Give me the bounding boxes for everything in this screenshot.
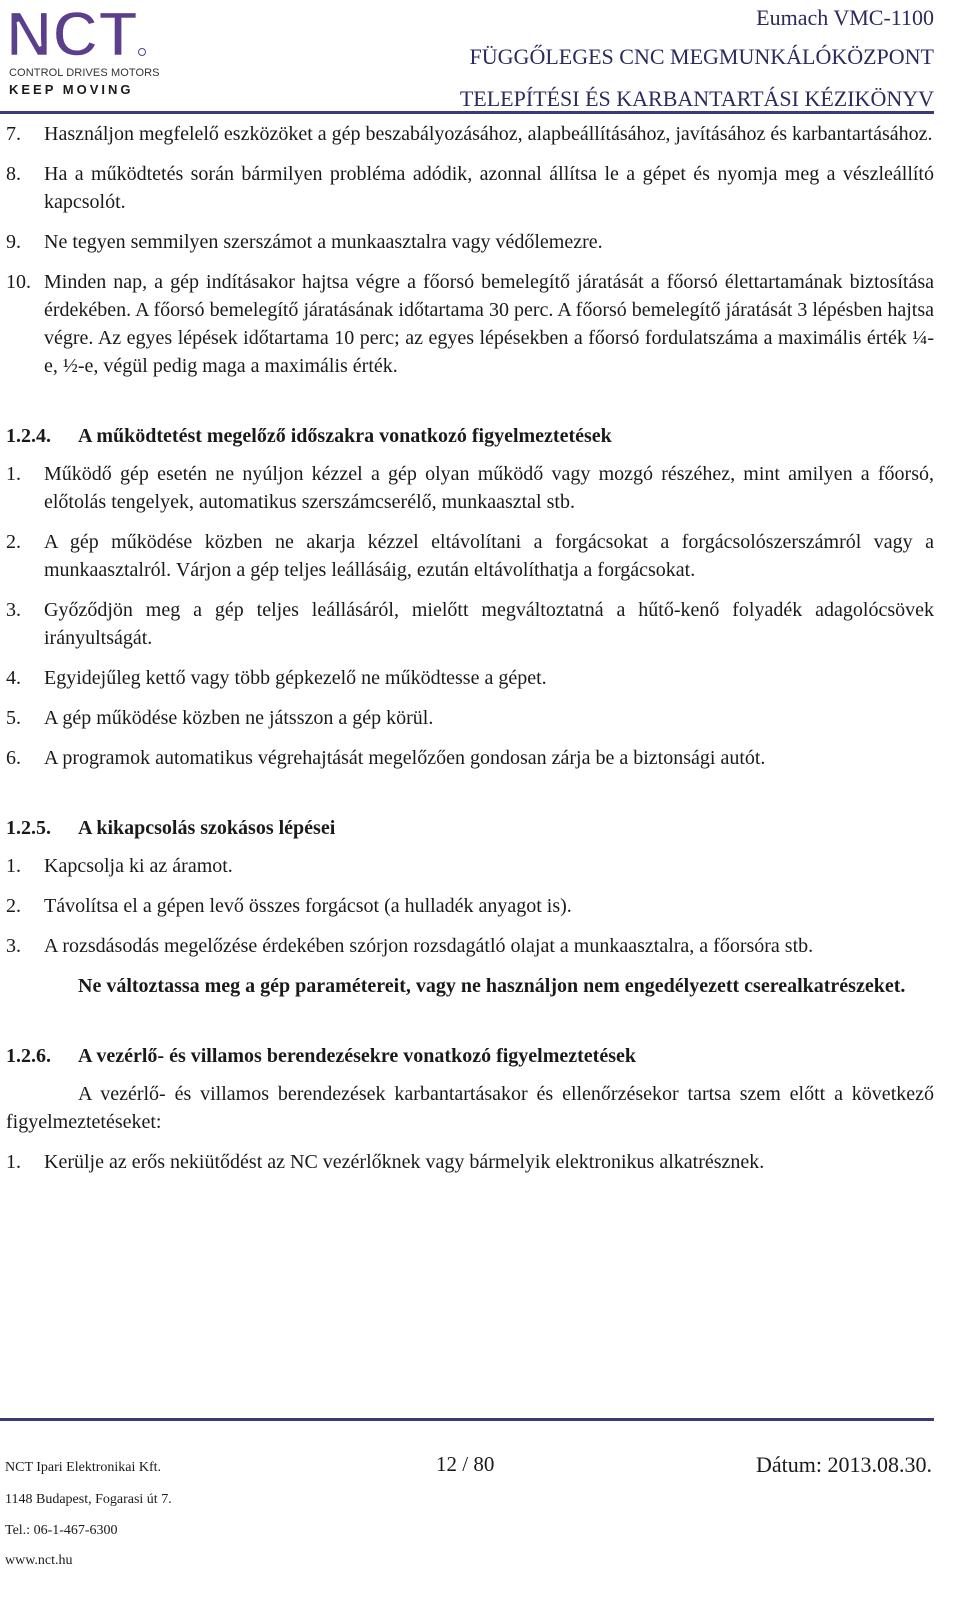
item-text: Minden nap, a gép indításakor hajtsa végre a főorsó bemelegítő járatását a főorsó élettartamának biztosítása érdekében. A főorsó bemelegítő járatásának időtartama 30 perc. A főorsó bemelegítő járatását 3 lépésben hajtsa végre. Az egyes lépések időtartama 10 perc; az egyes lépésekben a főorsó fordulatszáma a maximális érték ¼-e, ½-e, végül pedig maga a maximális érték. [44, 271, 934, 377]
item-number: 5. [6, 707, 21, 729]
section-number: 1.2.6. [6, 1045, 51, 1067]
document-subtitle: FÜGGŐLEGES CNC MEGMUNKÁLÓKÖZPONT [469, 44, 934, 69]
section-heading-1-2-5 [6, 814, 934, 842]
footer-divider [0, 1418, 934, 1421]
item-text: A gép működése közben ne akarja kézzel eltávolítani a forgácsokat a forgácsolószerszámról vagy a munkaasztalról. Várjon a gép teljes leállásáig, ezután eltávolíthatja a forgácsokat. [44, 531, 934, 581]
item-text: Győződjön meg a gép teljes leállásáról, mielőtt megváltoztatná a hűtő-kenő folyadék adagolócsövek irányultságát. [44, 599, 934, 649]
item-number: 2. [6, 531, 21, 553]
item-number: 1. [6, 463, 21, 485]
list-item [6, 664, 934, 692]
item-number: 6. [6, 747, 21, 769]
list-item [6, 160, 934, 216]
list-item [6, 744, 934, 772]
item-text: Ha a működtetés során bármilyen probléma adódik, azonnal állítsa le a gépet és nyomja meg a vészleállító kapcsolót. [44, 163, 934, 213]
footer-company: NCT Ipari Elektronikai Kft. [5, 1460, 162, 1475]
item-number: 2. [6, 895, 21, 917]
list-item [6, 932, 934, 960]
item-number: 4. [6, 667, 21, 689]
item-number: 7. [6, 123, 21, 145]
item-number: 10. [6, 271, 31, 293]
item-number: 3. [6, 935, 21, 957]
item-text: Működő gép esetén ne nyúljon kézzel a gép olyan működő vagy mozgó részéhez, mint amilyen a főorsó, előtolás tengelyek, automatikus szerszámcserélő, munkaasztal stb. [44, 463, 934, 513]
item-text: Távolítsa el a gépen levő összes forgácsot (a hulladék anyagot is). [44, 895, 572, 917]
item-number: 8. [6, 163, 21, 185]
logo-subtitle: CONTROL DRIVES MOTORS [9, 67, 160, 79]
intro-paragraph: A vezérlő- és villamos berendezések karbantartásakor és ellenőrzésekor tartsa szem előtt a következő figyelmeztetéseket: [6, 1083, 934, 1133]
list-item [6, 228, 934, 256]
item-text: A programok automatikus végrehajtását megelőzően gondosan zárja be a biztonsági autót. [44, 747, 766, 769]
document-title: TELEPÍTÉSI ÉS KARBANTARTÁSI KÉZIKÖNYV [459, 86, 934, 111]
list-item [6, 460, 934, 516]
section-title: A vezérlő- és villamos berendezésekre vonatkozó figyelmeztetések [78, 1045, 636, 1067]
footer-address: 1148 Budapest, Fogarasi út 7. [5, 1492, 172, 1507]
section-title: A kikapcsolás szokásos lépései [78, 817, 336, 839]
section-number: 1.2.5. [6, 817, 51, 839]
list-item [6, 528, 934, 584]
item-text: Használjon megfelelő eszközöket a gép beszabályozásához, alapbeállításához, javításához és karbantartásához. [44, 123, 933, 145]
page-content [6, 120, 934, 1188]
section-number: 1.2.4. [6, 425, 51, 447]
page-header [0, 0, 960, 115]
warning-paragraph: Ne változtassa meg a gép paramétereit, vagy ne használjon nem engedélyezett cserealkatrészeket. [78, 975, 906, 997]
section-heading-1-2-6 [6, 1042, 934, 1070]
logo-letters: NCT [6, 4, 138, 66]
section-title: A működtetést megelőző időszakra vonatkozó figyelmeztetések [78, 425, 612, 447]
list-item [6, 1148, 934, 1176]
item-number: 3. [6, 599, 21, 621]
list-item [6, 596, 934, 652]
footer-website: www.nct.hu [5, 1553, 73, 1568]
section-heading-1-2-4 [6, 422, 934, 450]
list-item [6, 852, 934, 880]
item-text: A rozsdásodás megelőzése érdekében szórjon rozsdagátló olajat a munkaasztalra, a főorsóra stb. [44, 935, 814, 957]
item-text: Kapcsolja ki az áramot. [44, 855, 233, 877]
page-number: 12 / 80 [436, 1452, 495, 1476]
list-item [6, 120, 934, 148]
footer-date: Dátum: 2013.08.30. [756, 1452, 932, 1477]
logo-tagline: KEEP MOVING [9, 82, 134, 97]
header-divider [0, 111, 934, 114]
nct-logo-mark [6, 4, 146, 66]
item-number: 9. [6, 231, 21, 253]
list-item [6, 268, 934, 380]
item-text: Egyidejűleg kettő vagy több gépkezelő ne működtesse a gépet. [44, 667, 547, 689]
list-item [6, 892, 934, 920]
item-number: 1. [6, 855, 21, 877]
list-item [6, 704, 934, 732]
item-text: Ne tegyen semmilyen szerszámot a munkaasztalra vagy védőlemezre. [44, 231, 603, 253]
item-text: A gép működése közben ne játsszon a gép körül. [44, 707, 434, 729]
nct-logo [6, 4, 160, 97]
item-number: 1. [6, 1151, 21, 1173]
item-text: Kerülje az erős nekiütődést az NC vezérlőknek vagy bármelyik elektronikus alkatrésznek. [44, 1151, 765, 1173]
footer-phone: Tel.: 06-1-467-6300 [5, 1523, 118, 1538]
machine-model: Eumach VMC-1100 [756, 5, 934, 30]
